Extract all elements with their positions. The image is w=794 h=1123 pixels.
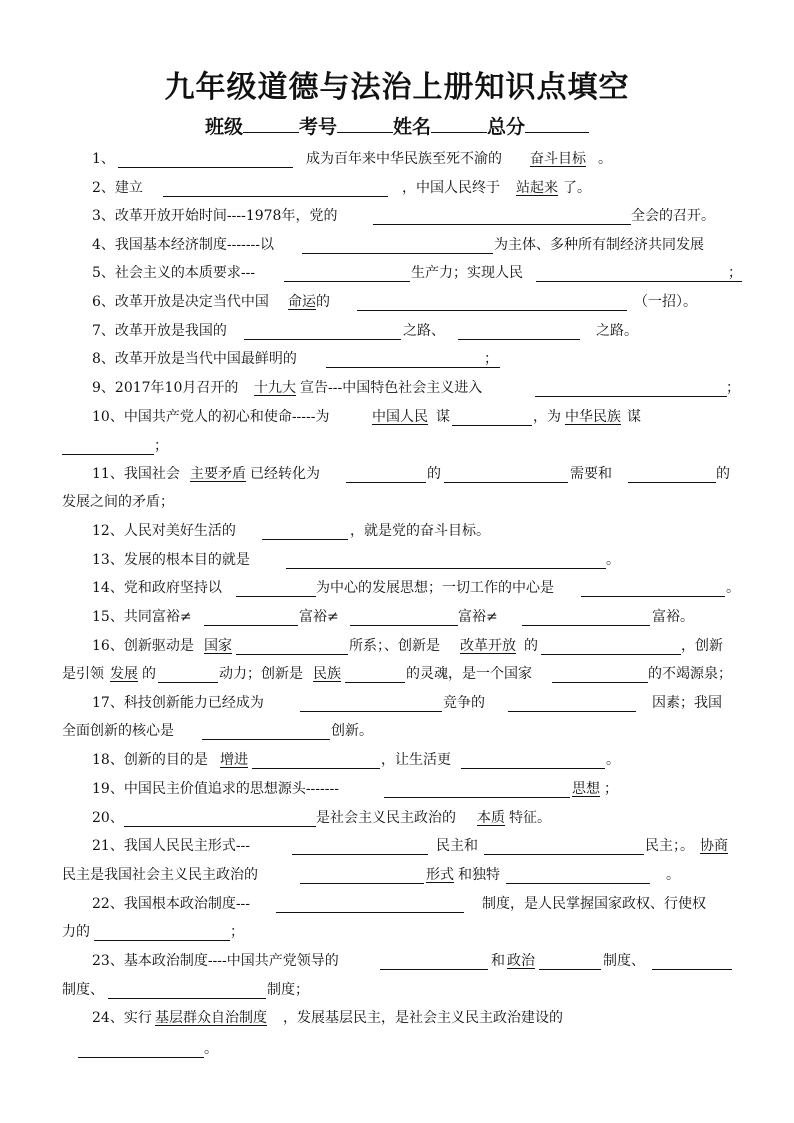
q-text: 的	[716, 466, 730, 482]
q-text: 制度、	[603, 953, 645, 969]
q-text: 24、实行	[92, 1010, 152, 1026]
question-6	[0, 290, 794, 314]
q-text: 制度、	[62, 982, 104, 998]
q-text: 动力；创新是	[219, 666, 303, 682]
answer-blank[interactable]	[300, 865, 424, 884]
answer-blank[interactable]	[326, 349, 500, 368]
q-text: 。	[204, 1041, 218, 1057]
q-text: 是引领	[62, 666, 104, 682]
answer-blank[interactable]	[384, 779, 570, 798]
question-19	[0, 777, 794, 801]
q-text-underlined: 增进	[220, 752, 248, 768]
q-text: 为中心的发展思想；一切工作的中心是	[316, 580, 554, 596]
q-text: 和	[491, 953, 505, 969]
q-text: 全会的召开。	[631, 208, 715, 224]
q-text: 制度；	[267, 982, 309, 998]
q-text: 21、我国人民民主形式---	[92, 838, 251, 854]
q-text: 需要和	[570, 466, 612, 482]
q-text: 。	[726, 580, 740, 596]
q-text: 富裕。	[652, 609, 694, 625]
q-text: 的灵魂，是一个国家	[406, 666, 532, 682]
q-text: 。	[666, 867, 680, 883]
q-text: 16、创新驱动是	[92, 638, 194, 654]
answer-blank[interactable]	[262, 521, 348, 540]
answer-blank[interactable]	[535, 378, 727, 397]
answer-blank[interactable]	[458, 321, 580, 340]
q-text: 成为百年来中华民族至死不渝的	[306, 151, 502, 167]
answer-blank[interactable]	[204, 607, 298, 626]
answer-blank[interactable]	[581, 578, 725, 597]
class-label: 班级	[204, 116, 243, 138]
question-23	[0, 949, 794, 973]
q-text: 和独特	[458, 867, 500, 883]
q-text-underlined: 改革开放	[460, 638, 516, 654]
answer-blank[interactable]	[539, 951, 601, 970]
question-17-cont	[0, 719, 794, 743]
question-23-cont	[0, 978, 794, 1002]
question-14	[0, 576, 794, 600]
q-text-underlined: 发展	[110, 666, 138, 682]
answer-blank[interactable]	[292, 836, 428, 855]
answer-blank[interactable]	[552, 664, 648, 683]
q-text: ，就是党的奋斗目标。	[350, 523, 490, 539]
answer-blank[interactable]	[628, 464, 716, 483]
q-text: 19、中国民主价值追求的思想源头-------	[92, 781, 339, 797]
q-text: ；	[726, 380, 740, 396]
exam-number-label: 考号	[298, 116, 337, 138]
question-21	[0, 834, 794, 858]
answer-blank[interactable]	[284, 263, 410, 282]
q-text: 22、我国根本政治制度---	[92, 896, 251, 912]
answer-blank[interactable]	[202, 721, 330, 740]
question-1	[0, 147, 794, 171]
q-text-underlined: 政治	[507, 953, 535, 969]
q-text-underlined: 协商	[700, 838, 728, 854]
question-16	[0, 634, 794, 658]
answer-blank[interactable]	[373, 206, 631, 225]
q-text: 20、	[92, 810, 124, 826]
answer-blank[interactable]	[522, 607, 650, 626]
answer-blank[interactable]	[163, 178, 388, 197]
answer-blank[interactable]	[124, 808, 316, 827]
q-text: ；	[484, 351, 498, 367]
question-16-cont	[0, 662, 794, 686]
question-2	[0, 176, 794, 200]
answer-blank[interactable]	[286, 550, 606, 569]
q-text-underlined: 形式	[426, 867, 454, 883]
q-text: 18、创新的目的是	[92, 752, 208, 768]
q-text: 谋	[627, 409, 641, 425]
answer-blank[interactable]	[158, 664, 218, 683]
answer-blank[interactable]	[300, 693, 442, 712]
question-22	[0, 892, 794, 916]
q-text-underlined: 国家	[204, 638, 232, 654]
q-text: 为主体、多种所有制经济共同发展	[494, 237, 704, 253]
q-text: 的	[142, 666, 156, 682]
question-18	[0, 748, 794, 772]
q-text: 15、共同富裕≠	[92, 609, 192, 625]
answer-blank[interactable]	[536, 263, 742, 282]
question-3	[0, 204, 794, 228]
q-text: 。	[606, 752, 620, 768]
q-text: ；	[728, 265, 742, 281]
answer-blank[interactable]	[541, 636, 681, 655]
question-8	[0, 347, 794, 371]
q-text: （一招）。	[634, 294, 697, 310]
question-12	[0, 519, 794, 543]
q-text-underlined: 基层群众自治制度	[155, 1010, 267, 1026]
q-text: 生产力；实现人民	[411, 265, 523, 281]
question-11	[0, 462, 794, 486]
q-text: ，发展基层民主，是社会主义民主政治建设的	[283, 1010, 563, 1026]
q-text: ，中国人民终于	[402, 180, 500, 196]
q-text: 2、建立	[92, 180, 143, 196]
answer-blank[interactable]	[350, 607, 458, 626]
q-text: 6、改革开放是决定当代中国	[92, 294, 269, 310]
score-blank[interactable]	[525, 114, 589, 133]
answer-blank[interactable]	[118, 149, 293, 168]
q-text: ；	[154, 438, 168, 454]
q-text: 的	[316, 294, 330, 310]
q-text: ，让生活更	[381, 752, 451, 768]
answer-blank[interactable]	[302, 235, 493, 254]
q-text-underlined: 中华民族	[565, 409, 621, 425]
question-24-cont	[0, 1037, 794, 1061]
class-blank[interactable]	[243, 114, 299, 133]
answer-blank[interactable]	[62, 436, 154, 455]
answer-blank[interactable]	[276, 894, 464, 913]
q-text: ；	[604, 781, 618, 797]
q-text: 14、党和政府坚持以	[92, 580, 222, 596]
question-10	[0, 405, 794, 429]
answer-blank[interactable]	[345, 664, 405, 683]
q-text-underlined: 站起来	[516, 180, 558, 196]
question-4	[0, 233, 794, 257]
answer-blank[interactable]	[78, 1039, 204, 1058]
q-text: 所系；、创新是	[349, 638, 440, 654]
q-text: 特征。	[509, 810, 551, 826]
q-text-underlined: 奋斗目标	[530, 151, 586, 167]
q-text: 4、我国基本经济制度-------以	[92, 237, 275, 253]
q-text: 。	[598, 151, 612, 167]
q-text: 民主是我国社会主义民主政治的	[62, 867, 258, 883]
q-text: 3、改革开放开始时间----1978年，党的	[92, 208, 338, 224]
q-text-underlined: 主要矛盾	[190, 466, 246, 482]
question-9	[0, 376, 794, 400]
q-text-underlined: 思想	[572, 781, 600, 797]
q-text-underlined: 十九大	[254, 380, 296, 396]
answer-blank[interactable]	[380, 951, 488, 970]
q-text: 10、中国共产党人的初心和使命-----为	[92, 409, 330, 425]
q-text: 之路。	[596, 323, 638, 339]
q-text: 的不竭源泉；	[648, 666, 732, 682]
q-text-underlined: 本质	[477, 810, 505, 826]
question-10-cont	[0, 434, 794, 458]
q-text: 23、基本政治制度----中国共产党领导的	[92, 953, 339, 969]
q-text: ，创新	[681, 638, 723, 654]
answer-blank[interactable]	[444, 464, 568, 483]
question-20	[0, 806, 794, 830]
question-15	[0, 605, 794, 629]
q-text: 力的	[62, 924, 90, 940]
q-text: 富裕≠	[458, 609, 498, 625]
q-text: 全面创新的核心是	[62, 723, 174, 739]
q-text: 。	[606, 552, 620, 568]
question-7	[0, 319, 794, 343]
q-text: 的	[524, 638, 538, 654]
q-text: 13、发展的根本目的就是	[92, 552, 250, 568]
q-text: 9、2017年10月召开的	[92, 380, 239, 396]
q-text: 是社会主义民主政治的	[316, 810, 456, 826]
answer-blank[interactable]	[461, 750, 605, 769]
q-text: 民主和	[436, 838, 478, 854]
q-text: 已经转化为	[250, 466, 320, 482]
q-text: 7、改革开放是我国的	[92, 323, 227, 339]
q-text-underlined: 命运	[288, 294, 316, 310]
answer-blank[interactable]	[244, 321, 401, 340]
answer-blank[interactable]	[252, 750, 380, 769]
score-label: 总分	[487, 116, 526, 138]
q-text: 民主；。	[645, 838, 694, 854]
answer-blank[interactable]	[484, 836, 644, 855]
name-blank[interactable]	[431, 114, 487, 133]
q-text-underlined: 民族	[313, 666, 341, 682]
q-text: 宣告---中国特色社会主义进入	[300, 380, 483, 396]
answer-blank[interactable]	[357, 292, 627, 311]
q-text: 富裕≠	[299, 609, 339, 625]
question-13	[0, 548, 794, 572]
header-fields	[0, 112, 794, 139]
q-text: 谋	[436, 409, 450, 425]
question-17	[0, 691, 794, 715]
page-title: 九年级道德与法治上册知识点填空	[164, 70, 630, 105]
q-text-underlined: 中国人民	[372, 409, 428, 425]
answer-blank[interactable]	[236, 578, 316, 597]
answer-blank[interactable]	[506, 865, 650, 884]
q-number: 1、	[92, 151, 115, 167]
q-text: 12、人民对美好生活的	[92, 523, 236, 539]
q-text: 竞争的	[443, 695, 485, 711]
question-11-cont	[0, 490, 794, 514]
answer-blank[interactable]	[652, 951, 732, 970]
question-22-cont	[0, 920, 794, 944]
answer-blank[interactable]	[236, 636, 348, 655]
answer-blank[interactable]	[508, 693, 636, 712]
exam-number-blank[interactable]	[337, 114, 393, 133]
q-text: 的	[427, 466, 441, 482]
q-text: 8、改革开放是当代中国最鲜明的	[92, 351, 297, 367]
q-text: 创新。	[331, 723, 373, 739]
q-text: 制度，是人民掌握国家政权、行使权	[482, 896, 706, 912]
q-text: 因素；我国	[652, 695, 722, 711]
q-text: 17、科技创新能力已经成为	[92, 695, 264, 711]
q-text: 了。	[563, 180, 591, 196]
question-5	[0, 261, 794, 285]
q-text: 之路、	[403, 323, 445, 339]
answer-blank[interactable]	[346, 464, 426, 483]
q-text: 11、我国社会	[92, 466, 180, 482]
answer-blank[interactable]	[108, 980, 266, 999]
question-21-cont	[0, 863, 794, 887]
answer-blank[interactable]	[94, 922, 230, 941]
q-text: ，为	[533, 409, 561, 425]
answer-blank[interactable]	[452, 407, 532, 426]
q-text: 发展之间的矛盾；	[62, 494, 174, 510]
q-text: ；	[230, 924, 244, 940]
name-label: 姓名	[393, 116, 432, 138]
question-24	[0, 1006, 794, 1030]
q-text: 5、社会主义的本质要求---	[92, 265, 256, 281]
